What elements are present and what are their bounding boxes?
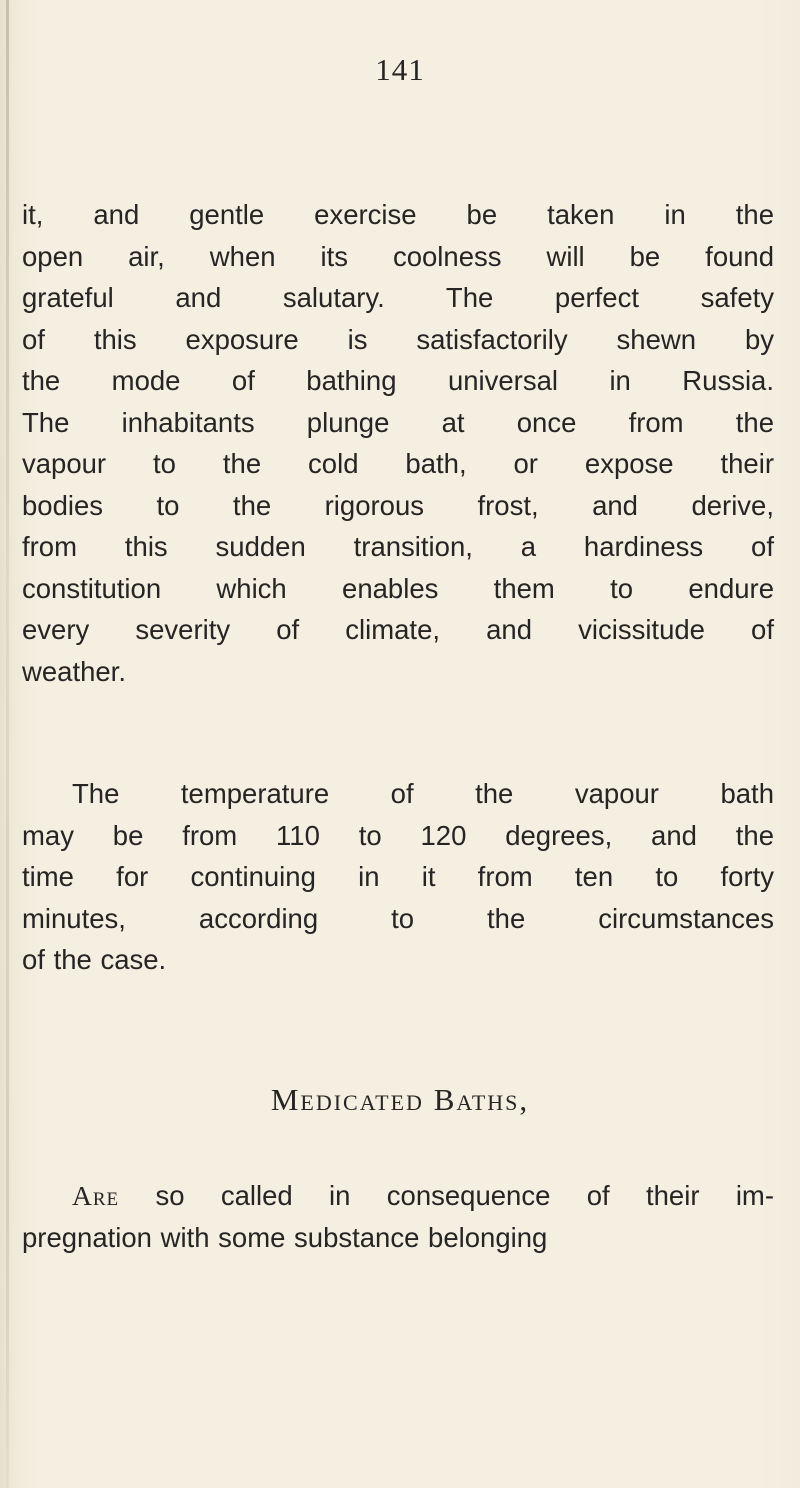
binding-gutter (6, 0, 9, 1488)
text-line: open air, when its coolness will be found (22, 240, 774, 272)
page-number: 141 (375, 52, 425, 87)
text-line: vapour to the cold bath, or expose their (22, 448, 774, 479)
text-line: from this sudden transition, a hardiness of (22, 531, 774, 562)
text-line: weather. (22, 655, 126, 687)
text-line: may be from 110 to 120 degrees, and the (22, 819, 774, 851)
paragraph-1 (22, 194, 774, 692)
line-rest: so called in consequence of their im- (119, 1180, 774, 1211)
text-line: pregnation with some substance belonging (22, 1221, 548, 1253)
text-line: of this exposure is satisfactorily shewn by (22, 323, 774, 355)
section-heading: Medicated Baths, (270, 1082, 530, 1117)
text-line: every severity of climate, and vicissitude of (22, 614, 774, 645)
lead-word: Are (72, 1180, 120, 1211)
text-line: grateful and salutary. The perfect safety (22, 282, 774, 313)
text-line: the mode of bathing universal in Russia. (22, 365, 774, 396)
paragraph-2 (22, 773, 774, 981)
text-line (22, 1175, 774, 1217)
text-line: constitution which enables them to endure (22, 572, 774, 604)
text-line: The inhabitants plunge at once from the (22, 406, 774, 438)
text-line: minutes, according to the circumstances (22, 902, 774, 934)
text-line: time for continuing in it from ten to forty (22, 861, 774, 892)
text-line: of the case. (22, 944, 167, 975)
text-line: it, and gentle exercise be taken in the (22, 199, 774, 230)
text-line: The temperature of the vapour bath (72, 778, 774, 809)
text-line: bodies to the rigorous frost, and derive, (22, 489, 774, 521)
paragraph-3 (22, 1175, 774, 1258)
